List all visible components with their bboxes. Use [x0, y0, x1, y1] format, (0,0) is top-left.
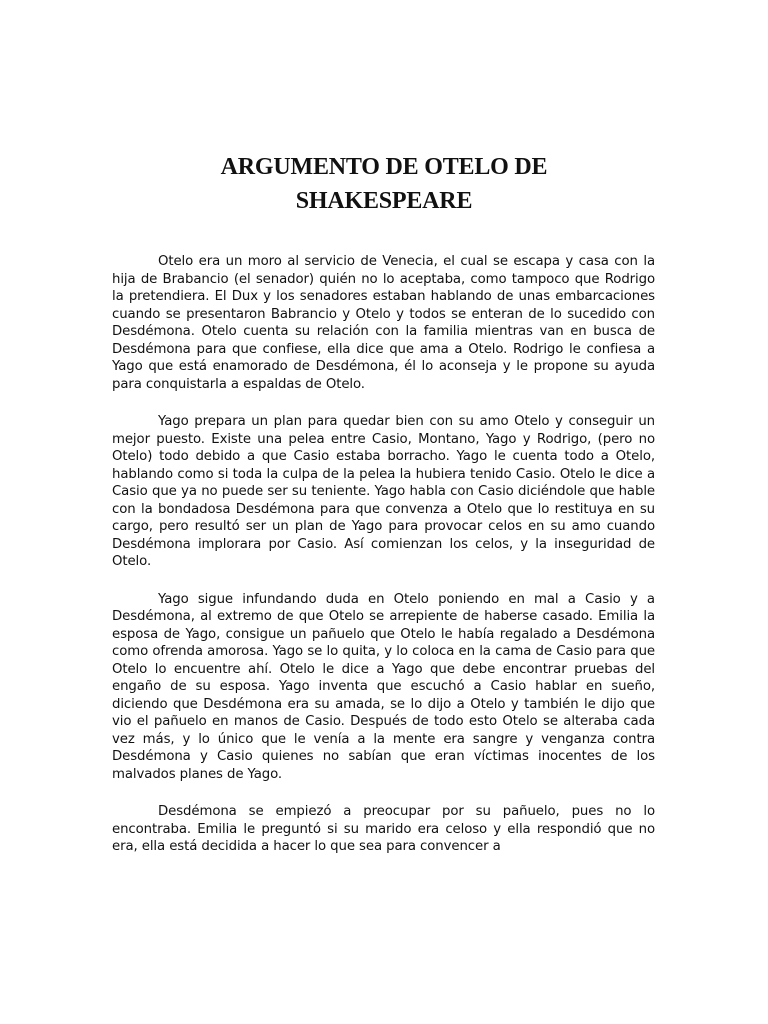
paragraph-3: Yago sigue infundando duda en Otelo poniendo en mal a Casio y a Desdémona, al extremo de que Otelo se arrepiente de haberse casado. Emilia la esposa de Yago, consigue un pañuelo que Otelo le había regalado a Desdémona como ofrenda amorosa. Yago se lo quita, y lo coloca en la cama de Casio para que Otelo lo encuentre ahí. Otelo le dice a Yago que debe encontrar pruebas del engaño de su esposa. Yago inventa que escuchó a Casio hablar en sueño, diciendo que Desdémona era su amada, se lo dijo a Otelo y también le dijo que vio el pañuelo en manos de Casio. Después de todo esto Otelo se alteraba cada vez más, y lo único que le venía a la mente era sangre y venganza contra Desdémona y Casio quienes no sabían que eran víctimas inocentes de los malvados planes de Yago. [112, 591, 655, 782]
document-title [0, 150, 768, 218]
paragraph-1: Otelo era un moro al servicio de Venecia, el cual se escapa y casa con la hija de Brabancio (el senador) quién no lo aceptaba, como tampoco que Rodrigo la pretendiera. El Dux y los senadores estaban hablando de unas embarcaciones cuando se presentaron Babrancio y Otelo y todos se enteran de lo sucedido con Desdémona. Otelo cuenta su relación con la familia mientras van en busca de Desdémona para que confiese, ella dice que ama a Otelo. Rodrigo le confiesa a Yago que está enamorado de Desdémona, él lo aconseja y le propone su ayuda para conquistarla a espaldas de Otelo. [112, 254, 655, 392]
paragraph-2: Yago prepara un plan para quedar bien con su amo Otelo y conseguir un mejor puesto. Existe una pelea entre Casio, Montano, Yago y Rodrigo, (pero no Otelo) todo debido a que Casio estaba borracho. Yago le cuenta todo a Otelo, hablando como si toda la culpa de la pelea la hubiera tenido Casio. Otelo le dice a Casio que ya no puede ser su teniente. Yago habla con Casio diciéndole que hable con la bondadosa Desdémona para que convenza a Otelo que lo restituya en su cargo, pero resultó ser un plan de Yago para provocar celos en su amo cuando Desdémona implorara por Casio. Así comienzan los celos, y la inseguridad de Otelo. [112, 414, 655, 569]
document-body [112, 253, 655, 876]
title-line-2: SHAKESPEARE [295, 188, 473, 214]
paragraph-4: Desdémona se empiezó a preocupar por su pañuelo, pues no lo encontraba. Emilia le preguntó si su marido era celoso y ella respondió que no era, ella está decidida a hacer lo que sea para convencer a [112, 804, 655, 854]
title-line-1: ARGUMENTO DE OTELO DE [220, 154, 548, 180]
